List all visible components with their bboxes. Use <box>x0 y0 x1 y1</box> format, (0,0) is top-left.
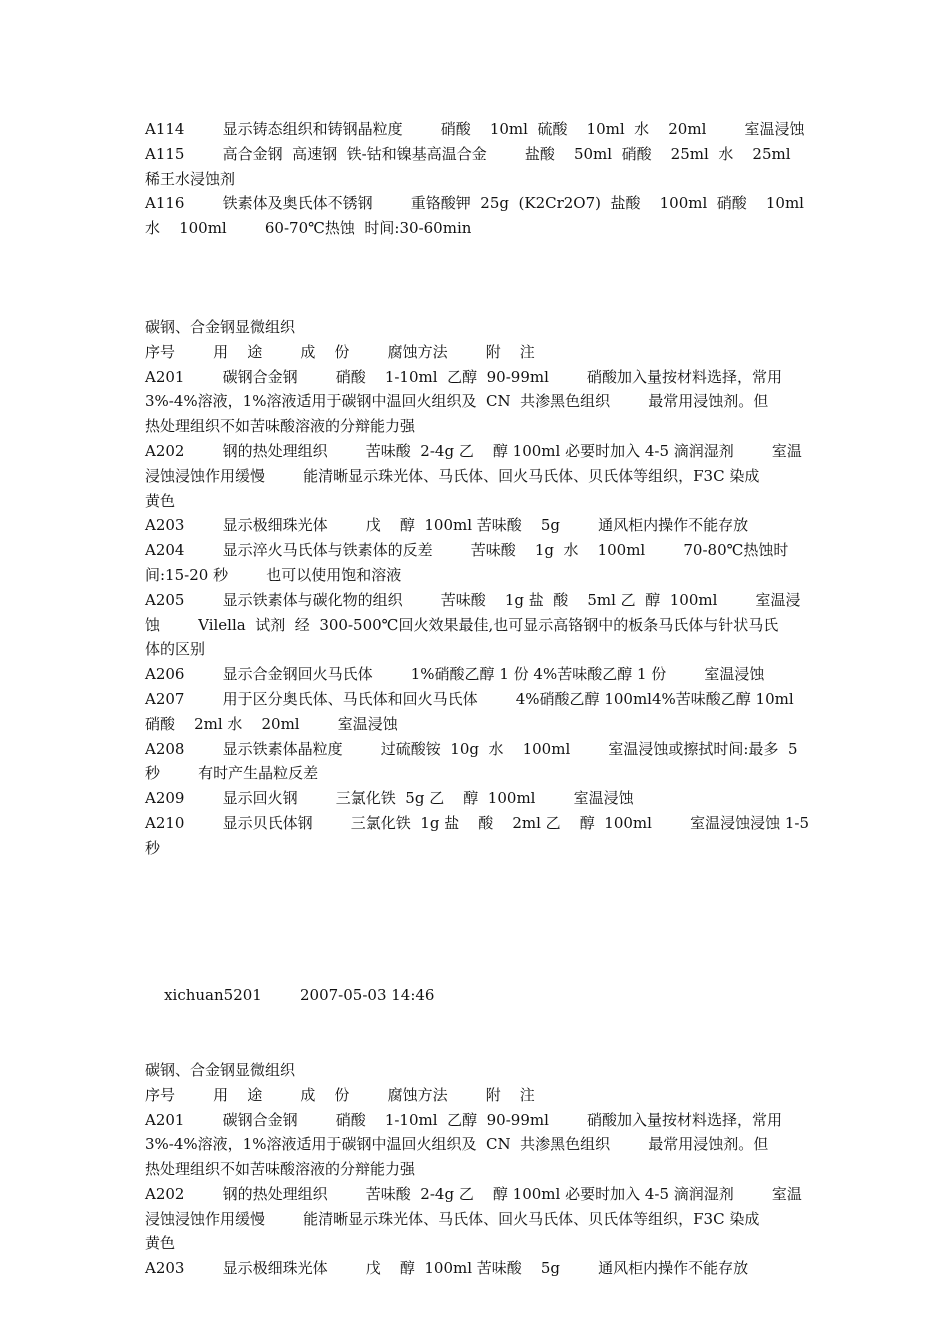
text-line: A203 显示极细珠光体 戊 醇 100ml 苦味酸 5g 通风柜内操作不能存放 <box>145 1259 749 1278</box>
section-carbon-alloy-steel-repeat <box>145 1058 810 1281</box>
text-line: 秒 有时产生晶粒反差 <box>145 764 319 783</box>
document-page <box>145 117 810 1281</box>
text-line: A203 显示极细珠光体 戊 醇 100ml 苦味酸 5g 通风柜内操作不能存放 <box>145 516 749 535</box>
text-line: A207 用于区分奥氏体、马氏体和回火马氏体 4%硝酸乙醇 100ml4%苦味酸乙醇 10ml <box>145 689 794 708</box>
post-datetime: 2007-05-03 14:46 <box>300 986 435 1005</box>
text-line: 秒 <box>145 838 161 857</box>
text-line: A202 钢的热处理组织 苦味酸 2-4g 乙 醇 100ml 必要时加入 4-5 滴润湿剂 室温 <box>145 441 802 460</box>
text-line: 硝酸 2ml 水 20ml 室温浸蚀 <box>145 714 398 733</box>
table-header: 序号 用 途 成 份 腐蚀方法 附 注 <box>145 342 535 361</box>
text-line: 浸蚀浸蚀作用缓慢 能清晰显示珠光体、马氏体、回火马氏体、贝氏体等组织，F3C 染成 <box>145 1209 760 1228</box>
text-line: A202 钢的热处理组织 苦味酸 2-4g 乙 醇 100ml 必要时加入 4-5 滴润湿剂 室温 <box>145 1184 802 1203</box>
table-header: 序号 用 途 成 份 腐蚀方法 附 注 <box>145 1085 535 1104</box>
text-line: 蚀 Vilella 试剂 经 300-500℃回火效果最佳,也可显示高铬钢中的板条马氏体与针状马氏 <box>145 615 779 634</box>
text-line: 3%-4%溶液，1%溶液适用于碳钢中温回火组织及 CN 共渗黑色组织 最常用浸蚀剂。但 <box>145 1135 769 1154</box>
text-line: 3%-4%溶液，1%溶液适用于碳钢中温回火组织及 CN 共渗黑色组织 最常用浸蚀剂。但 <box>145 392 769 411</box>
section-title: 碳钢、合金钢显微组织 <box>145 317 296 336</box>
post-author: xichuan5201 <box>164 986 262 1005</box>
text-line: 体的区别 <box>145 640 206 659</box>
text-line: 间:15-20 秒 也可以使用饱和溶液 <box>145 565 402 584</box>
post-meta <box>145 959 810 1033</box>
text-line: A206 显示合金钢回火马氏体 1%硝酸乙醇 1 份 4%苦味酸乙醇 1 份 室温浸蚀 <box>145 665 765 684</box>
text-line: A210 显示贝氏体钢 三氯化铁 1g 盐 酸 2ml 乙 醇 100ml 室温浸蚀浸蚀 1-5 <box>145 813 810 832</box>
section-title: 碳钢、合金钢显微组织 <box>145 1060 296 1079</box>
text-line: 水 100ml 60-70℃热蚀 时间:30-60min <box>145 219 472 238</box>
text-line: 浸蚀浸蚀作用缓慢 能清晰显示珠光体、马氏体、回火马氏体、贝氏体等组织，F3C 染成 <box>145 466 760 485</box>
text-line: 稀王水浸蚀剂 <box>145 169 236 188</box>
text-line: A114 显示铸态组织和铸钢晶粒度 硝酸 10ml 硫酸 10ml 水 20ml 室温浸蚀 <box>145 120 805 138</box>
text-line: A208 显示铁素体晶粒度 过硫酸铵 10g 水 100ml 室温浸蚀或擦拭时间:最多 5 <box>145 739 798 758</box>
text-line: 黄色 <box>145 1234 176 1253</box>
text-line: A209 显示回火钢 三氯化铁 5g 乙 醇 100ml 室温浸蚀 <box>145 789 634 808</box>
section-etchants-a114-a116 <box>145 117 810 241</box>
text-line: 热处理组织不如苦味酸溶液的分辩能力强 <box>145 1160 416 1179</box>
section-carbon-alloy-steel <box>145 315 810 861</box>
text-line: A205 显示铁素体与碳化物的组织 苦味酸 1g 盐 酸 5ml 乙 醇 100ml 室温浸 <box>145 590 801 609</box>
text-line: 黄色 <box>145 491 176 510</box>
text-line: A201 碳钢合金钢 硝酸 1-10ml 乙醇 90-99ml 硝酸加入量按材料选择，常用 <box>145 1110 783 1129</box>
text-line: A201 碳钢合金钢 硝酸 1-10ml 乙醇 90-99ml 硝酸加入量按材料选择，常用 <box>145 367 783 386</box>
text-line: A116 铁素体及奥氏体不锈钢 重铬酸钾 25g (K2Cr2O7) 盐酸 100ml 硝酸 10ml <box>145 194 804 213</box>
text-line: 热处理组织不如苦味酸溶液的分辩能力强 <box>145 417 416 436</box>
text-line: A204 显示淬火马氏体与铁素体的反差 苦味酸 1g 水 100ml 70-80℃热蚀时 <box>145 541 789 560</box>
text-line: A115 高合金钢 高速钢 铁-钴和镍基高温合金 盐酸 50ml 硝酸 25ml 水 25ml <box>145 144 791 163</box>
